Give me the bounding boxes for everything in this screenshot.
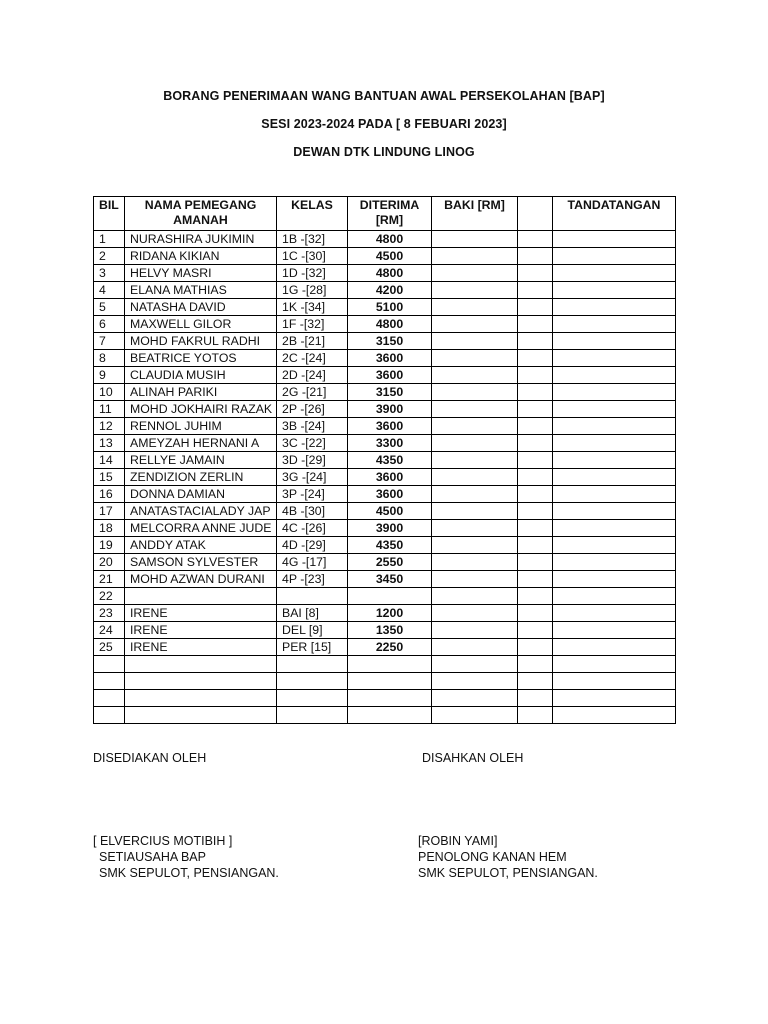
table-row	[94, 299, 676, 316]
cell-baki	[432, 537, 518, 554]
cell-tandatangan	[553, 639, 676, 656]
cell-kelas: DEL [9]	[277, 622, 348, 639]
cell-tandatangan	[553, 554, 676, 571]
cell-blank	[518, 350, 553, 367]
cell-tandatangan	[553, 452, 676, 469]
cell-baki	[432, 571, 518, 588]
cell-kelas: 3B -[24]	[277, 418, 348, 435]
cell-diterima: 3600	[348, 367, 432, 384]
col-header-tandatangan: TANDATANGAN	[553, 197, 676, 231]
cell-nama: IRENE	[125, 622, 277, 639]
cell-diterima: 3900	[348, 401, 432, 418]
cell-tandatangan	[553, 384, 676, 401]
cell-bil	[94, 690, 125, 707]
cell-bil: 19	[94, 537, 125, 554]
cell-kelas	[277, 588, 348, 605]
cell-blank	[518, 333, 553, 350]
cell-baki	[432, 418, 518, 435]
cell-blank	[518, 265, 553, 282]
cell-kelas	[277, 673, 348, 690]
cell-nama: MELCORRA ANNE JUDE	[125, 520, 277, 537]
cell-diterima: 4800	[348, 316, 432, 333]
approver-title: PENOLONG KANAN HEM	[418, 850, 567, 864]
prepared-by-label: DISEDIAKAN OLEH	[93, 751, 207, 765]
cell-blank	[518, 401, 553, 418]
col-header-blank	[518, 197, 553, 231]
cell-bil: 10	[94, 384, 125, 401]
cell-nama: RIDANA KIKIAN	[125, 248, 277, 265]
cell-bil: 6	[94, 316, 125, 333]
col-header-bil: BIL	[94, 197, 125, 231]
preparer-name: [ ELVERCIUS MOTIBIH ]	[93, 834, 233, 848]
cell-blank	[518, 418, 553, 435]
table-row	[94, 316, 676, 333]
cell-blank	[518, 316, 553, 333]
cell-nama: ALINAH PARIKI	[125, 384, 277, 401]
cell-baki	[432, 231, 518, 248]
cell-baki	[432, 588, 518, 605]
cell-bil: 21	[94, 571, 125, 588]
cell-diterima: 2250	[348, 639, 432, 656]
cell-tandatangan	[553, 367, 676, 384]
cell-bil: 8	[94, 350, 125, 367]
table-row	[94, 673, 676, 690]
cell-kelas	[277, 656, 348, 673]
cell-nama: IRENE	[125, 605, 277, 622]
table-row	[94, 435, 676, 452]
cell-blank	[518, 282, 553, 299]
table-row	[94, 486, 676, 503]
table-row	[94, 350, 676, 367]
cell-nama: ANDDY ATAK	[125, 537, 277, 554]
table-row	[94, 622, 676, 639]
cell-nama: MOHD AZWAN DURANI	[125, 571, 277, 588]
cell-nama: ZENDIZION ZERLIN	[125, 469, 277, 486]
cell-blank	[518, 486, 553, 503]
cell-blank	[518, 656, 553, 673]
cell-diterima	[348, 690, 432, 707]
cell-baki	[432, 435, 518, 452]
cell-kelas: 3G -[24]	[277, 469, 348, 486]
cell-bil: 7	[94, 333, 125, 350]
cell-diterima: 4800	[348, 265, 432, 282]
cell-nama: NATASHA DAVID	[125, 299, 277, 316]
cell-bil: 12	[94, 418, 125, 435]
cell-blank	[518, 690, 553, 707]
cell-nama: DONNA DAMIAN	[125, 486, 277, 503]
table-row	[94, 707, 676, 724]
table-row	[94, 282, 676, 299]
cell-bil: 18	[94, 520, 125, 537]
cell-blank	[518, 248, 553, 265]
cell-tandatangan	[553, 350, 676, 367]
cell-baki	[432, 401, 518, 418]
cell-kelas	[277, 690, 348, 707]
table-row	[94, 588, 676, 605]
table-row	[94, 401, 676, 418]
cell-tandatangan	[553, 622, 676, 639]
cell-kelas: 1D -[32]	[277, 265, 348, 282]
cell-blank	[518, 554, 553, 571]
cell-blank	[518, 299, 553, 316]
approved-by-label: DISAHKAN OLEH	[422, 751, 524, 765]
cell-diterima: 1350	[348, 622, 432, 639]
session-line: SESI 2023-2024 PADA [ 8 FEBUARI 2023]	[261, 117, 507, 131]
cell-kelas: 1G -[28]	[277, 282, 348, 299]
recipients-table	[93, 196, 676, 724]
cell-blank	[518, 367, 553, 384]
cell-kelas: 2D -[24]	[277, 367, 348, 384]
table-row	[94, 418, 676, 435]
cell-bil: 13	[94, 435, 125, 452]
cell-bil: 11	[94, 401, 125, 418]
cell-baki	[432, 299, 518, 316]
cell-blank	[518, 503, 553, 520]
cell-tandatangan	[553, 299, 676, 316]
cell-kelas: 1K -[34]	[277, 299, 348, 316]
cell-nama: CLAUDIA MUSIH	[125, 367, 277, 384]
cell-baki	[432, 605, 518, 622]
cell-nama: RELLYE JAMAIN	[125, 452, 277, 469]
cell-tandatangan	[553, 282, 676, 299]
cell-baki	[432, 469, 518, 486]
cell-baki	[432, 384, 518, 401]
cell-nama: ANATASTACIALADY JAP	[125, 503, 277, 520]
cell-baki	[432, 367, 518, 384]
cell-bil: 23	[94, 605, 125, 622]
cell-baki	[432, 248, 518, 265]
cell-bil: 2	[94, 248, 125, 265]
cell-tandatangan	[553, 248, 676, 265]
cell-tandatangan	[553, 486, 676, 503]
cell-baki	[432, 622, 518, 639]
cell-tandatangan	[553, 588, 676, 605]
cell-blank	[518, 707, 553, 724]
cell-nama	[125, 588, 277, 605]
cell-baki	[432, 707, 518, 724]
col-header-nama: NAMA PEMEGANG AMANAH	[125, 197, 277, 231]
cell-kelas: 2P -[26]	[277, 401, 348, 418]
table-row	[94, 367, 676, 384]
cell-kelas: 2G -[21]	[277, 384, 348, 401]
cell-blank	[518, 622, 553, 639]
cell-tandatangan	[553, 537, 676, 554]
cell-tandatangan	[553, 690, 676, 707]
cell-nama	[125, 707, 277, 724]
cell-diterima: 3450	[348, 571, 432, 588]
cell-kelas: 2C -[24]	[277, 350, 348, 367]
preparer-signature-block	[93, 833, 279, 881]
cell-bil: 1	[94, 231, 125, 248]
table-row	[94, 248, 676, 265]
cell-blank	[518, 639, 553, 656]
cell-blank	[518, 605, 553, 622]
cell-kelas: 4D -[29]	[277, 537, 348, 554]
cell-blank	[518, 520, 553, 537]
preparer-title: SETIAUSAHA BAP	[99, 850, 206, 864]
cell-bil: 16	[94, 486, 125, 503]
cell-nama: MAXWELL GILOR	[125, 316, 277, 333]
table-row	[94, 469, 676, 486]
table-row	[94, 384, 676, 401]
cell-blank	[518, 537, 553, 554]
cell-diterima: 4350	[348, 537, 432, 554]
cell-kelas: 4G -[17]	[277, 554, 348, 571]
col-header-baki: BAKI [RM]	[432, 197, 518, 231]
cell-nama	[125, 690, 277, 707]
cell-tandatangan	[553, 469, 676, 486]
cell-bil: 5	[94, 299, 125, 316]
cell-nama: ELANA MATHIAS	[125, 282, 277, 299]
cell-diterima: 3600	[348, 486, 432, 503]
approver-org: SMK SEPULOT, PENSIANGAN.	[418, 866, 598, 880]
cell-kelas: BAI [8]	[277, 605, 348, 622]
cell-nama: IRENE	[125, 639, 277, 656]
cell-tandatangan	[553, 707, 676, 724]
cell-nama: MOHD FAKRUL RADHI	[125, 333, 277, 350]
cell-blank	[518, 469, 553, 486]
venue-line: DEWAN DTK LINDUNG LINOG	[293, 145, 475, 159]
cell-baki	[432, 503, 518, 520]
cell-nama: NURASHIRA JUKIMIN	[125, 231, 277, 248]
cell-diterima: 1200	[348, 605, 432, 622]
cell-blank	[518, 588, 553, 605]
cell-bil: 9	[94, 367, 125, 384]
cell-diterima: 4800	[348, 231, 432, 248]
cell-diterima: 4200	[348, 282, 432, 299]
cell-bil: 17	[94, 503, 125, 520]
cell-blank	[518, 435, 553, 452]
col-header-kelas: KELAS	[277, 197, 348, 231]
table-row	[94, 333, 676, 350]
cell-bil: 25	[94, 639, 125, 656]
table-row	[94, 690, 676, 707]
cell-tandatangan	[553, 435, 676, 452]
cell-kelas	[277, 707, 348, 724]
cell-tandatangan	[553, 418, 676, 435]
form-title: BORANG PENERIMAAN WANG BANTUAN AWAL PERSEKOLAHAN [BAP]	[163, 89, 605, 103]
cell-baki	[432, 554, 518, 571]
cell-bil: 4	[94, 282, 125, 299]
cell-baki	[432, 520, 518, 537]
cell-nama: BEATRICE YOTOS	[125, 350, 277, 367]
cell-baki	[432, 486, 518, 503]
cell-tandatangan	[553, 231, 676, 248]
cell-diterima	[348, 656, 432, 673]
cell-nama	[125, 673, 277, 690]
cell-diterima	[348, 707, 432, 724]
cell-diterima: 3150	[348, 333, 432, 350]
table-row	[94, 639, 676, 656]
cell-kelas: 4B -[30]	[277, 503, 348, 520]
cell-baki	[432, 690, 518, 707]
cell-diterima: 3600	[348, 350, 432, 367]
cell-bil: 14	[94, 452, 125, 469]
cell-blank	[518, 384, 553, 401]
cell-kelas: 2B -[21]	[277, 333, 348, 350]
cell-nama: RENNOL JUHIM	[125, 418, 277, 435]
cell-baki	[432, 265, 518, 282]
table-row	[94, 452, 676, 469]
cell-diterima: 4350	[348, 452, 432, 469]
col-header-diterima: DITERIMA [RM]	[348, 197, 432, 231]
cell-baki	[432, 333, 518, 350]
cell-tandatangan	[553, 673, 676, 690]
cell-kelas: 1C -[30]	[277, 248, 348, 265]
cell-kelas: 3D -[29]	[277, 452, 348, 469]
cell-blank	[518, 673, 553, 690]
table-row	[94, 605, 676, 622]
cell-kelas: PER [15]	[277, 639, 348, 656]
cell-tandatangan	[553, 520, 676, 537]
cell-diterima: 4500	[348, 503, 432, 520]
cell-baki	[432, 452, 518, 469]
cell-bil: 24	[94, 622, 125, 639]
preparer-org: SMK SEPULOT, PENSIANGAN.	[99, 866, 279, 880]
approver-name: [ROBIN YAMI]	[418, 834, 498, 848]
cell-blank	[518, 231, 553, 248]
cell-tandatangan	[553, 265, 676, 282]
table-row	[94, 571, 676, 588]
cell-kelas: 4C -[26]	[277, 520, 348, 537]
cell-baki	[432, 656, 518, 673]
cell-tandatangan	[553, 316, 676, 333]
table-row	[94, 265, 676, 282]
cell-kelas: 1F -[32]	[277, 316, 348, 333]
cell-diterima: 3600	[348, 469, 432, 486]
cell-kelas: 4P -[23]	[277, 571, 348, 588]
cell-baki	[432, 282, 518, 299]
cell-blank	[518, 452, 553, 469]
cell-diterima: 4500	[348, 248, 432, 265]
table-row	[94, 231, 676, 248]
cell-tandatangan	[553, 333, 676, 350]
cell-nama: AMEYZAH HERNANI A	[125, 435, 277, 452]
cell-nama: SAMSON SYLVESTER	[125, 554, 277, 571]
table-row	[94, 537, 676, 554]
table-row	[94, 503, 676, 520]
cell-blank	[518, 571, 553, 588]
cell-kelas: 3C -[22]	[277, 435, 348, 452]
cell-bil: 3	[94, 265, 125, 282]
cell-kelas: 1B -[32]	[277, 231, 348, 248]
cell-diterima: 5100	[348, 299, 432, 316]
cell-tandatangan	[553, 503, 676, 520]
cell-diterima: 3150	[348, 384, 432, 401]
approver-signature-block	[418, 833, 598, 881]
table-header-row	[94, 197, 676, 231]
cell-nama	[125, 656, 277, 673]
cell-baki	[432, 316, 518, 333]
cell-bil	[94, 656, 125, 673]
cell-diterima: 3900	[348, 520, 432, 537]
cell-diterima: 3300	[348, 435, 432, 452]
cell-baki	[432, 350, 518, 367]
cell-nama: HELVY MASRI	[125, 265, 277, 282]
cell-bil	[94, 707, 125, 724]
cell-nama: MOHD JOKHAIRI RAZAK	[125, 401, 277, 418]
cell-baki	[432, 673, 518, 690]
cell-bil	[94, 673, 125, 690]
cell-diterima: 2550	[348, 554, 432, 571]
table-row	[94, 554, 676, 571]
cell-tandatangan	[553, 571, 676, 588]
cell-bil: 15	[94, 469, 125, 486]
cell-kelas: 3P -[24]	[277, 486, 348, 503]
cell-diterima	[348, 673, 432, 690]
cell-tandatangan	[553, 656, 676, 673]
cell-tandatangan	[553, 605, 676, 622]
cell-diterima	[348, 588, 432, 605]
cell-baki	[432, 639, 518, 656]
cell-bil: 20	[94, 554, 125, 571]
cell-bil: 22	[94, 588, 125, 605]
table-row	[94, 520, 676, 537]
cell-tandatangan	[553, 401, 676, 418]
table-row	[94, 656, 676, 673]
cell-diterima: 3600	[348, 418, 432, 435]
